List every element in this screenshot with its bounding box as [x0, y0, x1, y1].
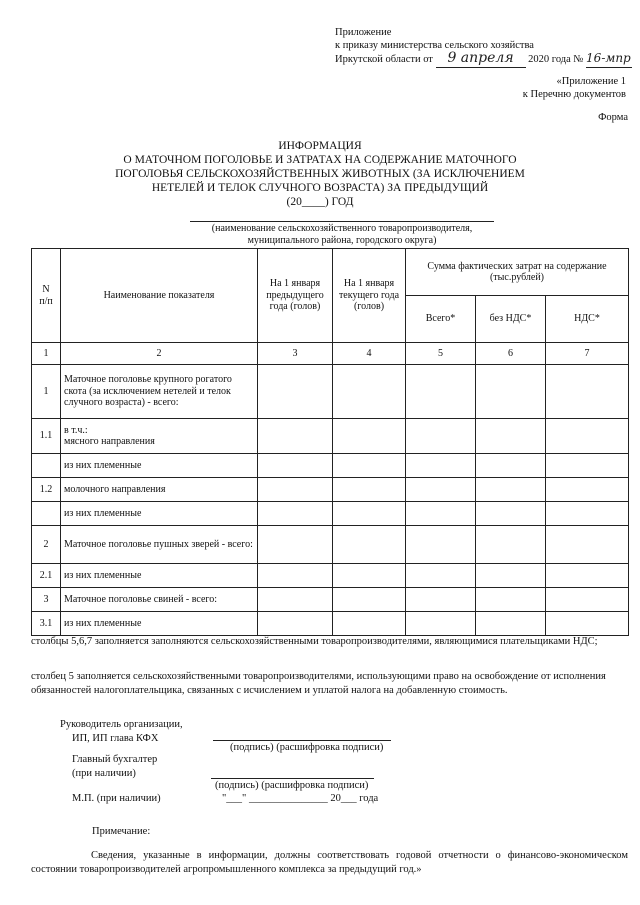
row-name: Маточное поголовье свиней - всего:	[61, 588, 258, 612]
remark-text: Сведения, указанные в информации, должны соответствовать годовой отчетности о финансово-экономическом состоянии товаропроизводителей агропромышленного комплекса за предыдущий год.»	[31, 850, 628, 875]
cell-input[interactable]	[476, 502, 546, 526]
cell-input[interactable]	[476, 564, 546, 588]
cell-input[interactable]	[258, 588, 333, 612]
accountant-label-line1: Главный бухгалтер	[72, 754, 158, 765]
document-title	[0, 139, 640, 209]
producer-caption-line1: (наименование сельскохозяйственного товаропроизводителя,	[211, 223, 473, 234]
header-without-vat: без НДС*	[476, 296, 546, 343]
cell-input[interactable]	[333, 612, 406, 636]
title-line1: ИНФОРМАЦИЯ	[278, 140, 362, 152]
accountant-label	[72, 753, 157, 781]
attachment-header	[335, 27, 632, 68]
col-num: 7	[546, 343, 629, 365]
title-line3: ПОГОЛОВЬЯ СЕЛЬСКОХОЗЯЙСТВЕННЫХ ЖИВОТНЫХ (ЗА ИСКЛЮЧЕНИЕМ	[115, 168, 525, 180]
remark-label: Примечание:	[92, 826, 151, 837]
table-row	[32, 588, 629, 612]
cell-input[interactable]	[406, 588, 476, 612]
cell-input[interactable]	[258, 419, 333, 454]
row-number: 1	[32, 365, 61, 419]
table-row	[32, 612, 629, 636]
cell-input[interactable]	[333, 564, 406, 588]
cell-input[interactable]	[546, 454, 629, 478]
cell-input[interactable]	[476, 526, 546, 564]
header-cost-sum: Сумма фактических затрат на содержание (тыс.рублей)	[406, 249, 629, 296]
cell-input[interactable]	[333, 454, 406, 478]
cell-input[interactable]	[476, 588, 546, 612]
accountant-signature-caption: (подпись) (расшифровка подписи)	[215, 780, 369, 791]
head-label-line1: Руководитель организации,	[60, 719, 183, 730]
cell-input[interactable]	[546, 478, 629, 502]
appendix-ref-line2: к Перечню документов	[522, 89, 626, 100]
cell-input[interactable]	[258, 502, 333, 526]
cell-input[interactable]	[476, 419, 546, 454]
attachment-line3	[335, 52, 632, 68]
head-signature-caption: (подпись) (расшифровка подписи)	[230, 742, 384, 753]
header-indicator-name: Наименование показателя	[61, 249, 258, 343]
form-label: Форма	[598, 112, 628, 123]
handwritten-date: 9 апреля	[447, 50, 514, 66]
cell-input[interactable]	[258, 454, 333, 478]
table-row	[32, 526, 629, 564]
col-num: 3	[258, 343, 333, 365]
head-label	[60, 718, 183, 746]
col-num: 5	[406, 343, 476, 365]
table-row	[32, 478, 629, 502]
cell-input[interactable]	[546, 564, 629, 588]
cell-input[interactable]	[333, 419, 406, 454]
cell-input[interactable]	[333, 588, 406, 612]
order-prefix: Иркутской области от	[335, 54, 433, 65]
row-number: 3	[32, 588, 61, 612]
cell-input[interactable]	[333, 478, 406, 502]
signature-date[interactable]: "___" _______________ 20___ года	[222, 793, 379, 804]
col-num: 2	[61, 343, 258, 365]
cell-input[interactable]	[546, 526, 629, 564]
appendix-ref	[523, 75, 626, 101]
cell-input[interactable]	[333, 526, 406, 564]
cell-input[interactable]	[406, 564, 476, 588]
row-number: 2.1	[32, 564, 61, 588]
cell-input[interactable]	[546, 419, 629, 454]
title-line4: НЕТЕЛЕЙ И ТЕЛОК СЛУЧНОГО ВОЗРАСТА) ЗА ПРЕДЫДУЩИЙ	[151, 182, 489, 194]
cell-input[interactable]	[546, 612, 629, 636]
cell-input[interactable]	[258, 478, 333, 502]
stamp-label: М.П. (при наличии)	[72, 793, 161, 804]
cell-input[interactable]	[406, 419, 476, 454]
header-vat: НДС*	[546, 296, 629, 343]
attachment-line2: к приказу министерства сельского хозяйства	[335, 39, 534, 51]
note-vat-payers: столбцы 5,6,7 заполняется заполняются сельскохозяйственными товаропроизводителями, являющимися плательщиками НДС;	[31, 636, 598, 647]
cell-input[interactable]	[406, 454, 476, 478]
header-number: N п/п	[32, 249, 61, 343]
producer-caption-line2: муниципального района, городского округа)	[247, 235, 437, 246]
cell-input[interactable]	[406, 502, 476, 526]
cell-input[interactable]	[258, 564, 333, 588]
table-row	[32, 502, 629, 526]
table-row	[32, 365, 629, 419]
title-line2: О МАТОЧНОМ ПОГОЛОВЬЕ И ЗАТРАТАХ НА СОДЕРЖАНИЕ МАТОЧНОГО	[123, 154, 517, 166]
cell-input[interactable]	[258, 365, 333, 419]
column-number-row	[32, 343, 629, 365]
row-name: из них племенные	[61, 612, 258, 636]
cell-input[interactable]	[546, 588, 629, 612]
handwritten-number: 16-мпр	[586, 51, 631, 65]
order-year: 2020 года №	[528, 54, 584, 65]
cell-input[interactable]	[258, 612, 333, 636]
col-num: 4	[333, 343, 406, 365]
cell-input[interactable]	[546, 502, 629, 526]
attachment-line1: Приложение	[335, 27, 392, 38]
title-line5: (20____) ГОД	[286, 196, 354, 208]
row-name: из них племенные	[61, 502, 258, 526]
header-current-year: На 1 января текущего года (голов)	[333, 249, 406, 343]
table-row	[32, 419, 629, 454]
row-name: в т.ч.: мясного направления	[61, 419, 258, 454]
col-num: 6	[476, 343, 546, 365]
cell-input[interactable]	[406, 478, 476, 502]
row-number	[32, 502, 61, 526]
data-table	[31, 248, 629, 636]
appendix-ref-line1: «Приложение 1	[556, 76, 626, 87]
cell-input[interactable]	[406, 612, 476, 636]
cell-input[interactable]	[546, 365, 629, 419]
cell-input[interactable]	[476, 365, 546, 419]
table-row	[32, 564, 629, 588]
head-label-line2: ИП, ИП глава КФХ	[72, 733, 159, 744]
cell-input[interactable]	[333, 365, 406, 419]
producer-underline	[190, 221, 494, 222]
producer-caption	[150, 223, 534, 247]
cell-input[interactable]	[258, 526, 333, 564]
row-number: 1.2	[32, 478, 61, 502]
row-name: из них племенные	[61, 564, 258, 588]
accountant-label-line2: (при наличии)	[72, 768, 136, 779]
row-number	[32, 454, 61, 478]
row-number: 3.1	[32, 612, 61, 636]
row-name: из них племенные	[61, 454, 258, 478]
row-name: молочного направления	[61, 478, 258, 502]
col-num: 1	[32, 343, 61, 365]
row-name: Маточное поголовье крупного рогатого скота (за исключением нетелей и телок случного возраста) - всего:	[61, 365, 258, 419]
row-number: 2	[32, 526, 61, 564]
header-prev-year: На 1 января предыдущего года (голов)	[258, 249, 333, 343]
cell-input[interactable]	[333, 502, 406, 526]
table-row	[32, 454, 629, 478]
cell-input[interactable]	[406, 526, 476, 564]
cell-input[interactable]	[476, 612, 546, 636]
note-vat-exempt: столбец 5 заполняется сельскохозяйственными товаропроизводителями, использующими право на освобождение от исполнения обязанностей налогоплательщика, связанных с исчислением и уплатой налога на добавленную стоимость.	[31, 671, 606, 696]
cell-input[interactable]	[406, 365, 476, 419]
cell-input[interactable]	[476, 478, 546, 502]
cell-input[interactable]	[476, 454, 546, 478]
header-total: Всего*	[406, 296, 476, 343]
row-name: Маточное поголовье пушных зверей - всего:	[61, 526, 258, 564]
row-number: 1.1	[32, 419, 61, 454]
